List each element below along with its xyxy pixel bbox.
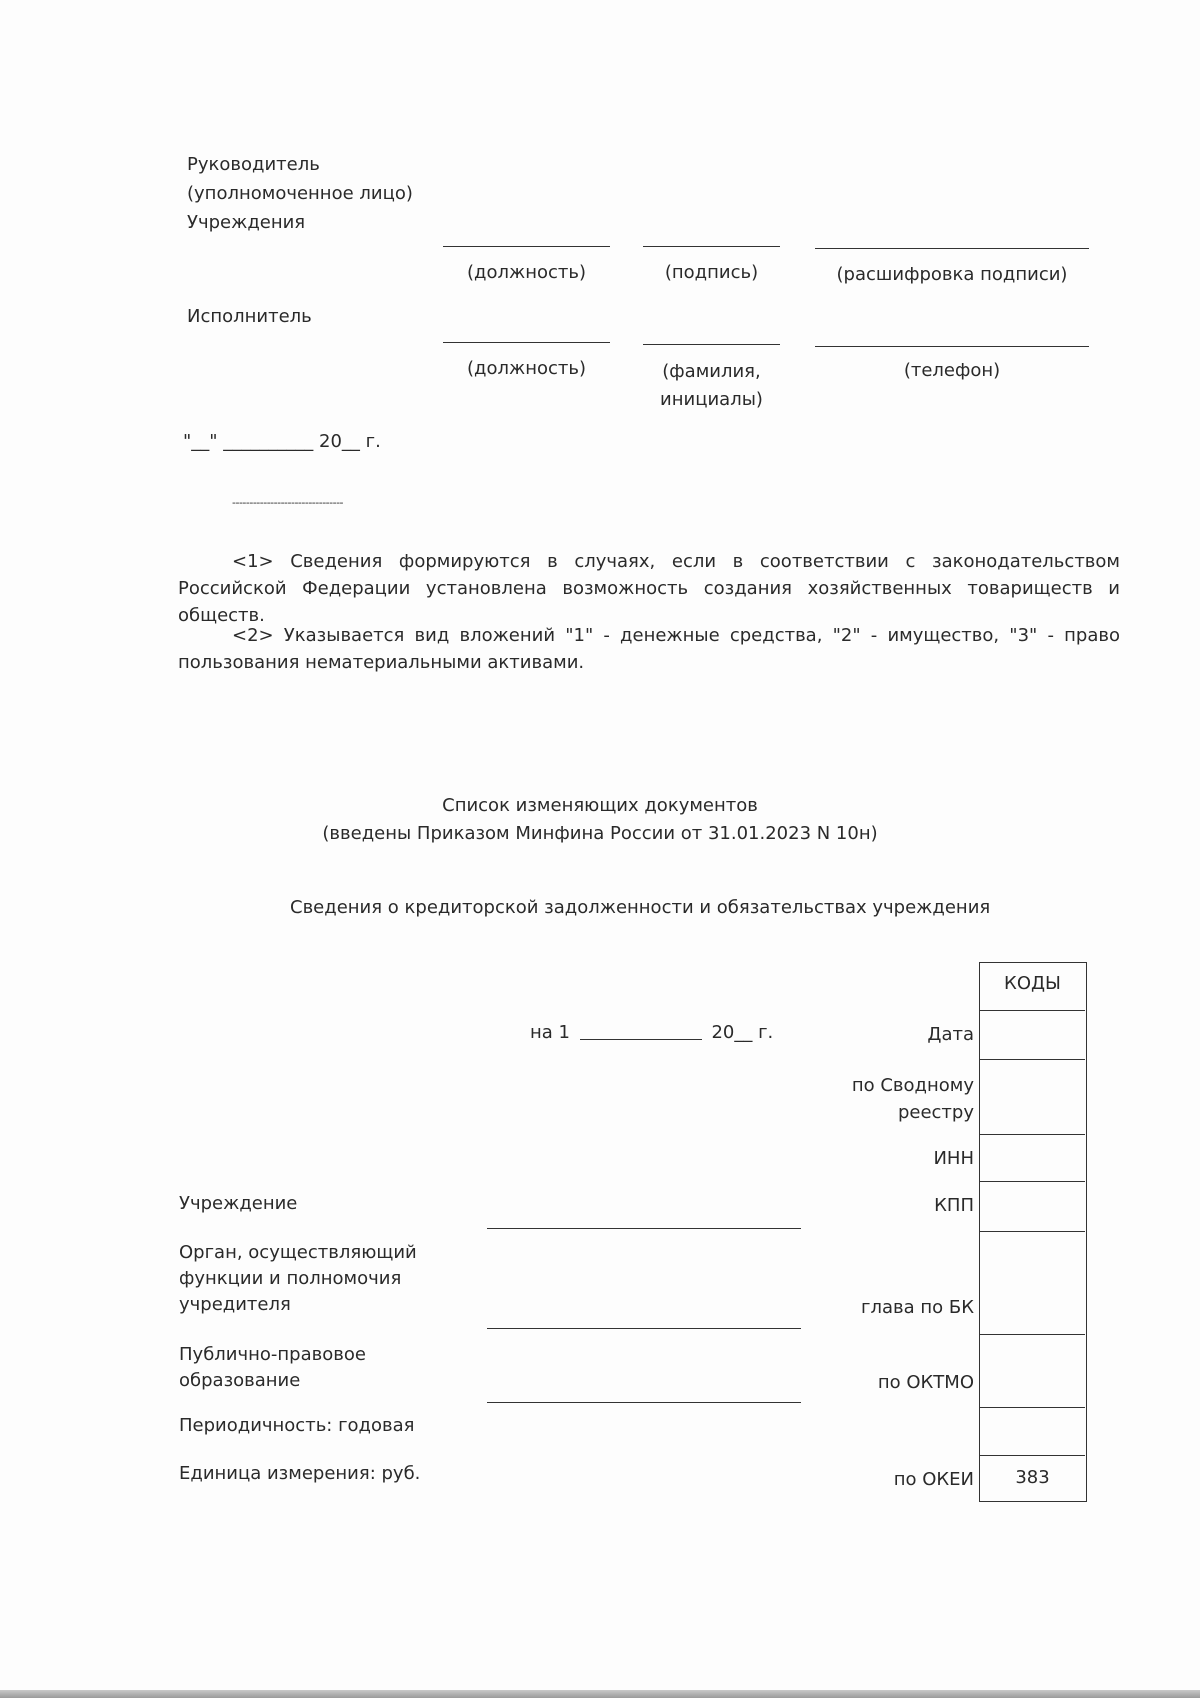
signature-caption: (подпись) (664, 262, 759, 283)
public-entity-label-line: Публично-правовое (179, 1344, 366, 1365)
code-cell-okei (980, 1455, 1085, 1502)
codes-table (979, 962, 1087, 1502)
code-label-inn: ИНН (933, 1148, 974, 1169)
public-entity-label-line: образование (179, 1370, 301, 1391)
executor-name-line (643, 344, 780, 345)
footnote-2: <2> Указывается вид вложений "1" - денежные средства, "2" - имущество, "3" - право пользования нематериальными активами. (178, 625, 1120, 673)
code-cell-inn (980, 1134, 1085, 1181)
code-cell-empty (980, 1407, 1085, 1456)
date-line: "__" __________ 20__ г. (183, 431, 381, 452)
code-label-registry-line: по Сводному (851, 1075, 974, 1096)
institution-label: Учреждение (179, 1193, 298, 1214)
position-signature-line (443, 246, 610, 247)
code-label-okei: по ОКЕИ (893, 1469, 974, 1490)
code-cell-oktmo (980, 1334, 1085, 1407)
head-label (187, 150, 413, 237)
code-label-kpp: КПП (934, 1195, 974, 1216)
report-date-suffix: 20__ г. (711, 1022, 774, 1043)
report-date-blank (580, 1039, 702, 1040)
phone-caption: (телефон) (903, 360, 1001, 381)
position-caption: (должность) (467, 262, 586, 283)
founder-line (487, 1328, 801, 1329)
code-label-oktmo: по ОКТМО (877, 1372, 974, 1393)
head-label-line: Руководитель (187, 154, 320, 175)
footnote-1: <1> Сведения формируются в случаях, если в соответствии с законодательством Российской Федерации установлена возможность создания хозяйственных товариществ и обществ. (178, 551, 1120, 626)
code-cell-kpp (980, 1181, 1085, 1230)
code-cell-bk (980, 1231, 1085, 1334)
executor-name-caption-line: инициалы) (660, 389, 763, 410)
report-date-prefix: на 1 (530, 1022, 570, 1043)
phone-line (815, 346, 1089, 347)
code-label-bk: глава по БК (861, 1297, 974, 1318)
amendments-subtitle: (введены Приказом Минфина России от 31.01.2023 N 10н) (322, 823, 878, 844)
public-entity-label (179, 1342, 366, 1394)
footnote-separator: -------------------------------- (232, 496, 344, 509)
form-title: Сведения о кредиторской задолженности и обязательствах учреждения (290, 897, 991, 918)
signature-line (643, 246, 780, 247)
executor-label: Исполнитель (187, 306, 312, 327)
founder-label-line: функции и полномочия (179, 1268, 402, 1289)
founder-label-line: учредителя (179, 1294, 291, 1315)
executor-position-caption: (должность) (467, 358, 586, 379)
head-label-line: (уполномоченное лицо) (187, 183, 413, 204)
code-cell-registry (980, 1059, 1085, 1134)
periodicity: Периодичность: годовая (179, 1415, 415, 1436)
executor-name-caption (643, 358, 780, 414)
head-label-line: Учреждения (187, 212, 306, 233)
decoding-line (815, 248, 1089, 249)
unit-of-measure: Единица измерения: руб. (179, 1463, 421, 1484)
code-label-date: Дата (927, 1024, 974, 1045)
executor-name-caption-line: (фамилия, (662, 361, 761, 382)
code-label-registry-line: реестру (897, 1102, 974, 1123)
amendments-title: Список изменяющих документов (442, 795, 758, 816)
founder-label (179, 1240, 417, 1318)
public-entity-line (487, 1402, 801, 1403)
institution-line (487, 1228, 801, 1229)
okei-value: 383 (1015, 1467, 1050, 1488)
scan-edge (0, 1690, 1200, 1698)
code-cell-date (980, 1010, 1085, 1059)
decoding-caption: (расшифровка подписи) (836, 264, 1068, 285)
founder-label-line: Орган, осуществляющий (179, 1242, 417, 1263)
executor-position-line (443, 342, 610, 343)
codes-header: КОДЫ (1004, 973, 1061, 994)
code-label-registry (714, 1072, 974, 1126)
